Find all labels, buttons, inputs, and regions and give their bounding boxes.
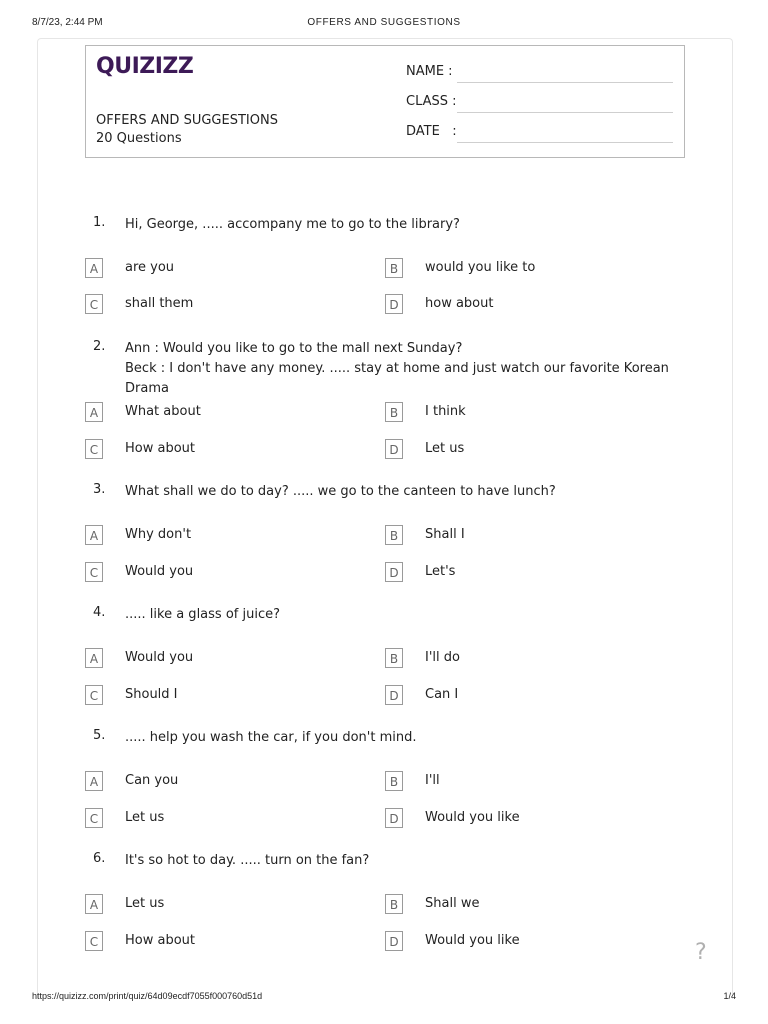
option-letter[interactable]: B	[385, 648, 403, 668]
question-number: 3.	[93, 482, 106, 497]
option-text: Can you	[125, 773, 179, 788]
option-text: Shall we	[425, 896, 480, 911]
option-letter[interactable]: A	[85, 258, 103, 278]
option-text: I'll do	[425, 650, 460, 665]
quiz-header-box	[85, 45, 685, 158]
option-text: Would you like	[425, 933, 520, 948]
name-label: NAME :	[406, 64, 453, 79]
option-text: Would you	[125, 564, 194, 579]
date-line[interactable]	[457, 142, 673, 143]
help-icon[interactable]: ?	[695, 940, 707, 965]
print-title: OFFERS AND SUGGESTIONS	[307, 17, 461, 28]
option-letter[interactable]: C	[85, 439, 103, 459]
question-text: What shall we do to day? ..... we go to the canteen to have lunch?	[125, 484, 556, 499]
option-text: how about	[425, 296, 494, 311]
question-text: ..... like a glass of juice?	[125, 607, 280, 622]
option-letter[interactable]: C	[85, 294, 103, 314]
option-letter[interactable]: A	[85, 648, 103, 668]
option-text: I think	[425, 404, 466, 419]
name-line[interactable]	[457, 82, 673, 83]
option-letter[interactable]: B	[385, 771, 403, 791]
question-text: Hi, George, ..... accompany me to go to the library?	[125, 217, 460, 232]
option-letter[interactable]: A	[85, 771, 103, 791]
option-text: What about	[125, 404, 201, 419]
option-letter[interactable]: D	[385, 294, 403, 314]
page-number: 1/4	[723, 991, 736, 1001]
quiz-title: OFFERS AND SUGGESTIONS	[96, 113, 278, 128]
option-letter[interactable]: D	[385, 685, 403, 705]
option-text: are you	[125, 260, 175, 275]
option-letter[interactable]: C	[85, 685, 103, 705]
question-number: 5.	[93, 728, 106, 743]
option-letter[interactable]: B	[385, 894, 403, 914]
question-text: Beck : I don't have any money. ..... stay at home and just watch our favorite Korean Drama	[125, 361, 669, 396]
option-text: shall them	[125, 296, 194, 311]
option-letter[interactable]: A	[85, 402, 103, 422]
date-label: DATE :	[406, 124, 457, 139]
option-text: Let us	[425, 441, 465, 456]
option-letter[interactable]: A	[85, 525, 103, 545]
option-text: Let us	[125, 896, 165, 911]
option-text: Why don't	[125, 527, 192, 542]
option-letter[interactable]: D	[385, 808, 403, 828]
quizizz-logo: QUIZIZZ	[96, 54, 194, 79]
option-text: would you like to	[425, 260, 536, 275]
option-text: Let's	[425, 564, 456, 579]
option-text: I'll	[425, 773, 440, 788]
option-text: Would you like	[425, 810, 520, 825]
option-text: Let us	[125, 810, 165, 825]
option-letter[interactable]: C	[85, 562, 103, 582]
question-number: 1.	[93, 215, 106, 230]
option-letter[interactable]: D	[385, 439, 403, 459]
option-text: Can I	[425, 687, 459, 702]
question-text: ..... help you wash the car, if you don't mind.	[125, 730, 417, 745]
print-datetime: 8/7/23, 2:44 PM	[32, 17, 103, 28]
option-text: How about	[125, 933, 196, 948]
option-letter[interactable]: B	[385, 525, 403, 545]
question-number: 6.	[93, 851, 106, 866]
class-label: CLASS :	[406, 94, 457, 109]
question-text: It's so hot to day. ..... turn on the fan?	[125, 853, 370, 868]
option-letter[interactable]: D	[385, 562, 403, 582]
option-letter[interactable]: D	[385, 931, 403, 951]
print-header	[0, 17, 768, 31]
option-letter[interactable]: A	[85, 894, 103, 914]
option-text: Shall I	[425, 527, 465, 542]
option-letter[interactable]: C	[85, 931, 103, 951]
class-line[interactable]	[457, 112, 673, 113]
option-letter[interactable]: C	[85, 808, 103, 828]
option-text: How about	[125, 441, 196, 456]
option-letter[interactable]: B	[385, 258, 403, 278]
option-text: Should I	[125, 687, 178, 702]
question-number: 4.	[93, 605, 106, 620]
print-footer	[0, 991, 768, 1005]
question-count: 20 Questions	[96, 131, 182, 146]
option-text: Would you	[125, 650, 194, 665]
question-text: Ann : Would you like to go to the mall next Sunday?	[125, 341, 463, 356]
option-letter[interactable]: B	[385, 402, 403, 422]
question-number: 2.	[93, 339, 106, 354]
print-url: https://quizizz.com/print/quiz/64d09ecdf7055f000760d51d	[32, 991, 263, 1001]
